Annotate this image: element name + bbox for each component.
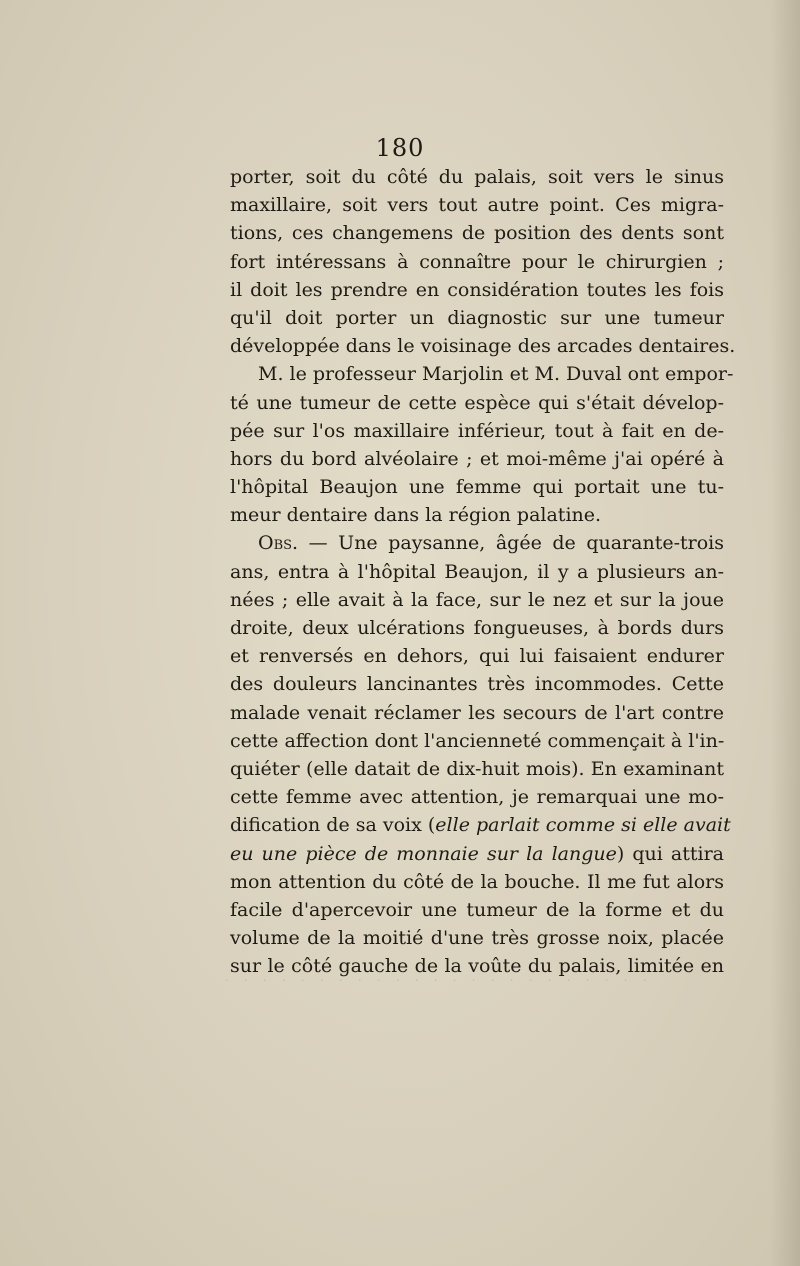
body-text: [230, 163, 736, 980]
text-line: mon attention du côté de la bouche. Il me fut alors: [230, 870, 724, 893]
text-line: té une tumeur de cette espèce qui s'était dévelop-: [230, 391, 724, 414]
text-line: volume de la moitié d'une très grosse noix, placée: [230, 927, 724, 950]
text-line: maxillaire, soit vers tout autre point. Ces migra-: [230, 194, 724, 217]
observation-text: — Une paysanne, âgée de quarante-trois: [298, 532, 724, 555]
text-line: hors du bord alvéolaire ; et moi-même j'ai opéré à: [230, 447, 724, 470]
text-line: qu'il doit porter un diagnostic sur une tumeur: [230, 306, 724, 329]
text-line: ans, entra à l'hôpital Beaujon, il y a plusieurs an-: [230, 560, 724, 583]
text-line: et renversés en dehors, qui lui faisaient endurer: [230, 645, 724, 668]
text-line: droite, deux ulcérations fongueuses, à bords durs: [230, 617, 724, 639]
text-line: il doit les prendre en considération toutes les fois: [230, 278, 724, 301]
text-line: sur le côté gauche de la voûte du palais, limitée en: [230, 955, 724, 978]
text-line: malade venait réclamer les secours de l'art contre: [230, 701, 724, 724]
text-line: quiéter (elle datait de dix-huit mois). En examinant: [230, 757, 724, 780]
observation-line: [230, 529, 724, 557]
text-line: l'hôpital Beaujon une femme qui portait une tu-: [230, 476, 724, 499]
text-line: porter, soit du côté du palais, soit vers le sinus: [230, 166, 724, 188]
text-line: pée sur l'os maxillaire inférieur, tout à fait en de-: [230, 419, 724, 442]
text-line: cette femme avec attention, je remarquai une mo-: [230, 786, 724, 809]
text-line: nées ; elle avait à la face, sur le nez et sur la joue: [230, 588, 724, 611]
page-number: 180: [375, 134, 425, 162]
text-segment: dification de sa voix (: [230, 814, 436, 837]
text-line: des douleurs lancinantes très incommodes. Cette: [230, 673, 724, 696]
text-line: meur dentaire dans la région palatine.: [230, 504, 602, 527]
text-line: cette affection dont l'ancienneté commençait à l'in-: [230, 729, 725, 752]
show-through-artifact: · · · · · · · · · · · · · · · · · · · · · · ·: [225, 974, 653, 987]
paragraph-start-line: M. le professeur Marjolin et M. Duval ont empor-: [258, 363, 734, 386]
italic-quote: elle parlait comme si elle avait: [435, 814, 731, 837]
page-edge-shadow: [770, 0, 800, 1266]
text-line: [230, 811, 731, 839]
text-line: facile d'apercevoir une tumeur de la forme et du: [230, 898, 724, 921]
text-line: développée dans le voisinage des arcades dentaires.: [230, 335, 736, 358]
text-segment: ) qui attira: [616, 842, 724, 865]
observation-label: Obs.: [258, 532, 299, 555]
text-line: tions, ces changemens de position des dents sont: [230, 222, 724, 245]
text-line: fort intéressans à connaître pour le chirurgien ;: [230, 250, 724, 273]
text-line: [230, 840, 724, 868]
italic-quote: eu une pièce de monnaie sur la langue: [230, 842, 617, 865]
